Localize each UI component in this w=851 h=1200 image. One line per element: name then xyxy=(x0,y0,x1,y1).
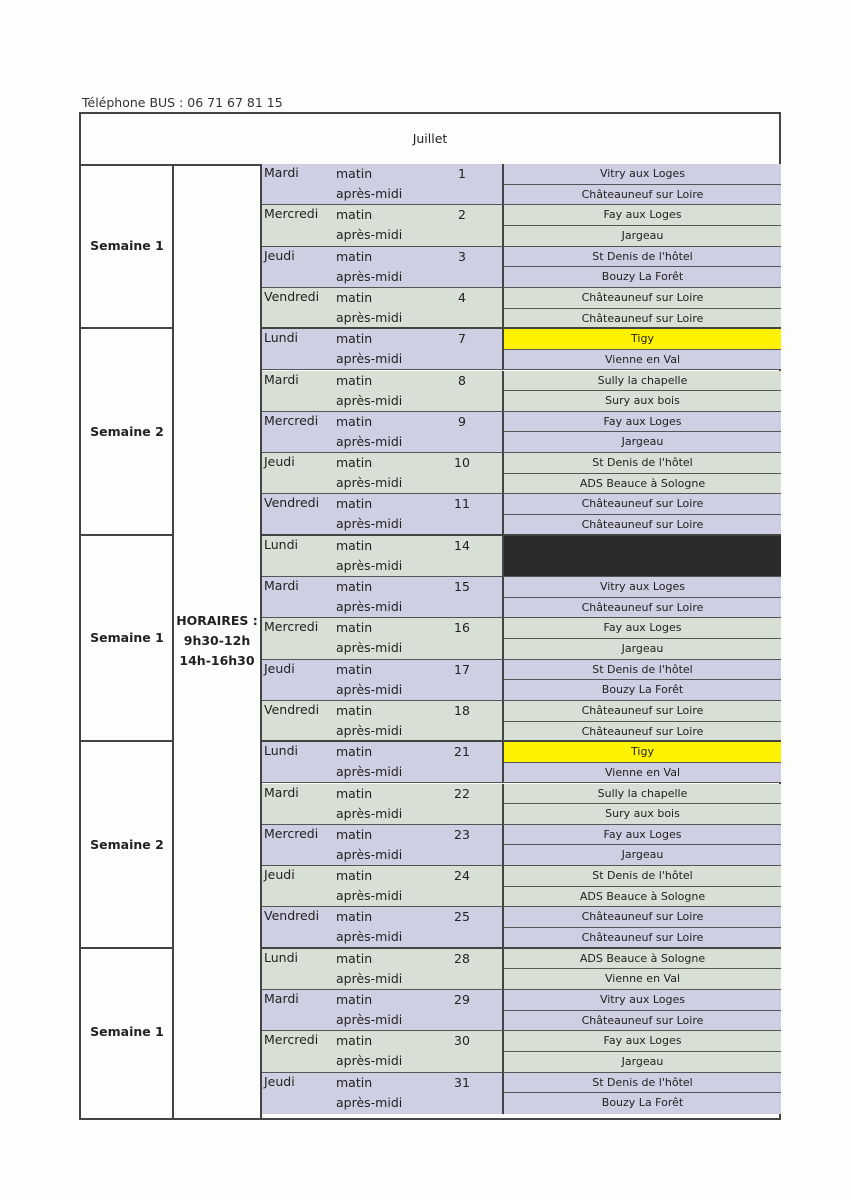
matin-label: matin xyxy=(336,744,373,760)
day-row xyxy=(262,371,502,412)
day-number: 28 xyxy=(454,950,470,966)
location-afternoon: Châteauneuf sur Loire xyxy=(502,309,781,330)
matin-label: matin xyxy=(336,207,373,223)
matin-label: matin xyxy=(336,289,373,305)
day-number: 4 xyxy=(458,289,466,305)
location-afternoon: Jargeau xyxy=(502,1052,781,1073)
apres-midi-label: après-midi xyxy=(336,309,403,325)
day-name: Mardi xyxy=(264,991,299,1006)
day-name: Mercredi xyxy=(264,412,319,428)
day-number: 21 xyxy=(454,744,470,760)
day-row xyxy=(262,1073,502,1114)
apres-midi-label: après-midi xyxy=(336,392,403,408)
location-morning: St Denis de l'hôtel xyxy=(502,1073,781,1094)
day-name: Jeudi xyxy=(264,454,295,470)
apres-midi-label: après-midi xyxy=(336,846,403,862)
matin-label: matin xyxy=(336,992,373,1007)
matin-label: matin xyxy=(336,413,373,429)
day-name: Jeudi xyxy=(264,247,295,263)
location-morning: Tigy xyxy=(502,742,781,763)
location-morning: St Denis de l'hôtel xyxy=(502,660,781,681)
day-number: 25 xyxy=(454,909,470,925)
day-name: Mercredi xyxy=(264,206,319,222)
horaires-morning: 9h30-12h xyxy=(183,633,251,648)
matin-label: matin xyxy=(336,496,373,512)
matin-label: matin xyxy=(336,166,373,181)
location-morning: ADS Beauce à Sologne xyxy=(502,949,781,970)
location-morning: Vitry aux Loges xyxy=(502,164,781,185)
day-row xyxy=(262,825,502,866)
apres-midi-label: après-midi xyxy=(336,640,403,656)
day-name: Lundi xyxy=(264,743,298,759)
matin-label: matin xyxy=(336,909,373,925)
day-name: Vendredi xyxy=(264,701,320,717)
apres-midi-label: après-midi xyxy=(336,557,403,573)
location-afternoon: Jargeau xyxy=(502,845,781,866)
day-number: 3 xyxy=(458,248,466,264)
day-number: 15 xyxy=(454,579,470,594)
location-afternoon: Jargeau xyxy=(502,226,781,247)
location-morning: Châteauneuf sur Loire xyxy=(502,907,781,928)
phone-number-header: Téléphone BUS : 06 71 67 81 15 xyxy=(82,95,283,110)
day-row xyxy=(262,205,502,246)
horaires-afternoon: 14h-16h30 xyxy=(179,653,255,668)
week-label: Semaine 1 xyxy=(81,164,173,329)
day-row xyxy=(262,1031,502,1072)
matin-label: matin xyxy=(336,868,373,884)
location-morning: Sully la chapelle xyxy=(502,371,781,392)
day-number: 24 xyxy=(454,868,470,884)
apres-midi-label: après-midi xyxy=(336,929,403,945)
apres-midi-label: après-midi xyxy=(336,516,403,532)
apres-midi-label: après-midi xyxy=(336,764,403,780)
location-morning: Sully la chapelle xyxy=(502,784,781,805)
location-morning: Fay aux Loges xyxy=(502,618,781,639)
location-morning: Fay aux Loges xyxy=(502,1031,781,1052)
day-number: 16 xyxy=(454,620,470,636)
day-name: Mercredi xyxy=(264,619,319,635)
location-morning: Châteauneuf sur Loire xyxy=(502,494,781,515)
day-name: Mercredi xyxy=(264,825,319,841)
matin-label: matin xyxy=(336,331,373,347)
location-afternoon: ADS Beauce à Sologne xyxy=(502,887,781,908)
day-name: Mardi xyxy=(264,165,299,180)
day-number: 9 xyxy=(458,413,466,429)
matin-label: matin xyxy=(336,785,373,801)
day-row xyxy=(262,618,502,659)
day-name: Vendredi xyxy=(264,495,320,511)
day-number: 23 xyxy=(454,826,470,842)
matin-label: matin xyxy=(336,950,373,966)
matin-label: matin xyxy=(336,579,373,594)
day-row xyxy=(262,494,502,535)
day-name: Mercredi xyxy=(264,1032,319,1048)
day-number: 17 xyxy=(454,661,470,677)
day-name: Lundi xyxy=(264,949,298,965)
day-name: Lundi xyxy=(264,536,298,552)
location-morning: Tigy xyxy=(502,329,781,350)
day-name: Mardi xyxy=(264,784,299,800)
closed-day-block xyxy=(502,536,781,577)
day-number: 8 xyxy=(458,372,466,388)
matin-label: matin xyxy=(336,1074,373,1090)
day-number: 2 xyxy=(458,207,466,223)
week-label: Semaine 2 xyxy=(81,742,173,949)
day-number: 7 xyxy=(458,331,466,347)
day-number: 30 xyxy=(454,1033,470,1049)
location-afternoon: Bouzy La Forêt xyxy=(502,267,781,288)
location-afternoon: Jargeau xyxy=(502,639,781,660)
day-name: Vendredi xyxy=(264,908,320,924)
location-morning: St Denis de l'hôtel xyxy=(502,866,781,887)
apres-midi-label: après-midi xyxy=(336,433,403,449)
day-name: Vendredi xyxy=(264,288,320,304)
day-row xyxy=(262,577,502,618)
day-row xyxy=(262,701,502,742)
location-morning: Vitry aux Loges xyxy=(502,577,781,598)
location-afternoon: Vienne en Val xyxy=(502,350,781,371)
apres-midi-label: après-midi xyxy=(336,186,403,201)
location-afternoon: Châteauneuf sur Loire xyxy=(502,515,781,536)
day-row xyxy=(262,329,502,370)
location-afternoon: Vienne en Val xyxy=(502,969,781,990)
day-name: Lundi xyxy=(264,330,298,346)
apres-midi-label: après-midi xyxy=(336,1012,403,1027)
apres-midi-label: après-midi xyxy=(336,1053,403,1069)
month-title: Juillet xyxy=(81,114,779,166)
week-label: Semaine 2 xyxy=(81,329,173,536)
apres-midi-label: après-midi xyxy=(336,475,403,491)
day-number: 18 xyxy=(454,702,470,718)
matin-label: matin xyxy=(336,620,373,636)
location-afternoon: Sury aux bois xyxy=(502,391,781,412)
day-row xyxy=(262,949,502,990)
horaires-cell xyxy=(172,164,262,1118)
apres-midi-label: après-midi xyxy=(336,227,403,243)
schedule-table xyxy=(79,112,781,1120)
week-label: Semaine 1 xyxy=(81,536,173,743)
week-label: Semaine 1 xyxy=(90,1023,164,1039)
day-number: 11 xyxy=(454,496,470,512)
matin-label: matin xyxy=(336,661,373,677)
day-row xyxy=(262,784,502,825)
location-morning: Châteauneuf sur Loire xyxy=(502,288,781,309)
location-afternoon: Jargeau xyxy=(502,432,781,453)
apres-midi-label: après-midi xyxy=(336,268,403,284)
apres-midi-label: après-midi xyxy=(336,1094,403,1110)
day-row xyxy=(262,412,502,453)
apres-midi-label: après-midi xyxy=(336,722,403,738)
apres-midi-label: après-midi xyxy=(336,970,403,986)
day-name: Jeudi xyxy=(264,660,295,676)
matin-label: matin xyxy=(336,537,373,553)
location-morning: Fay aux Loges xyxy=(502,205,781,226)
day-row xyxy=(262,164,502,205)
day-number: 22 xyxy=(454,785,470,801)
location-morning: Châteauneuf sur Loire xyxy=(502,701,781,722)
day-row xyxy=(262,742,502,783)
matin-label: matin xyxy=(336,702,373,718)
apres-midi-label: après-midi xyxy=(336,599,403,614)
day-name: Jeudi xyxy=(264,867,295,883)
location-afternoon: Bouzy La Forêt xyxy=(502,680,781,701)
day-name: Mardi xyxy=(264,371,299,387)
day-number: 29 xyxy=(454,992,470,1007)
location-afternoon: Sury aux bois xyxy=(502,804,781,825)
day-row xyxy=(262,247,502,288)
location-afternoon: Châteauneuf sur Loire xyxy=(502,598,781,619)
apres-midi-label: après-midi xyxy=(336,888,403,904)
day-name: Mardi xyxy=(264,578,299,593)
apres-midi-label: après-midi xyxy=(336,351,403,367)
location-morning: Fay aux Loges xyxy=(502,412,781,433)
day-number: 14 xyxy=(454,537,470,553)
horaires-label: HORAIRES : xyxy=(176,613,258,628)
location-morning: Vitry aux Loges xyxy=(502,990,781,1011)
location-afternoon: Bouzy La Forêt xyxy=(502,1093,781,1114)
matin-label: matin xyxy=(336,826,373,842)
day-row xyxy=(262,536,502,577)
apres-midi-label: après-midi xyxy=(336,805,403,821)
matin-label: matin xyxy=(336,248,373,264)
apres-midi-label: après-midi xyxy=(336,681,403,697)
location-afternoon: Châteauneuf sur Loire xyxy=(502,185,781,206)
day-row xyxy=(262,453,502,494)
day-row xyxy=(262,866,502,907)
day-row xyxy=(262,660,502,701)
day-name: Jeudi xyxy=(264,1073,295,1089)
day-row xyxy=(262,907,502,948)
matin-label: matin xyxy=(336,372,373,388)
location-morning: Fay aux Loges xyxy=(502,825,781,846)
day-row xyxy=(262,990,502,1031)
day-row xyxy=(262,288,502,329)
location-morning: St Denis de l'hôtel xyxy=(502,247,781,268)
location-afternoon: Châteauneuf sur Loire xyxy=(502,1011,781,1032)
day-number: 31 xyxy=(454,1074,470,1090)
matin-label: matin xyxy=(336,455,373,471)
location-afternoon: Vienne en Val xyxy=(502,763,781,784)
location-morning: St Denis de l'hôtel xyxy=(502,453,781,474)
day-number: 10 xyxy=(454,455,470,471)
location-afternoon: Châteauneuf sur Loire xyxy=(502,722,781,743)
location-afternoon: Châteauneuf sur Loire xyxy=(502,928,781,949)
location-afternoon: ADS Beauce à Sologne xyxy=(502,474,781,495)
matin-label: matin xyxy=(336,1033,373,1049)
day-number: 1 xyxy=(458,166,466,181)
